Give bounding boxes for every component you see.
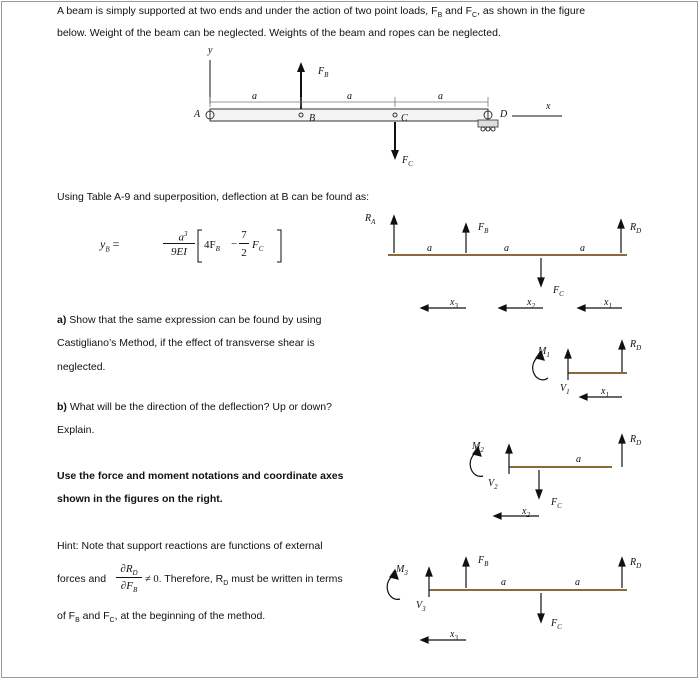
fbd4-x3-label: $x_3$ bbox=[450, 629, 458, 642]
span-label-1: a bbox=[252, 91, 257, 102]
formula-denominator: 9EI bbox=[171, 246, 187, 258]
fbd1-x3-label: $x_1$ bbox=[604, 297, 612, 310]
fbd4-rd-label: $R_D$ bbox=[630, 557, 642, 570]
hint-partial-num: $\partial R_D$ bbox=[120, 563, 138, 578]
fbd1-x2-label: $x_2$ bbox=[527, 297, 535, 310]
notations-line2: shown in the figures on the right. bbox=[57, 493, 223, 505]
fbd2-x1-label: $x_1$ bbox=[601, 386, 609, 399]
fbd3-a-label: a bbox=[576, 454, 581, 465]
point-d-label: D bbox=[500, 109, 508, 120]
formula-coef-den: 2 bbox=[241, 247, 247, 259]
fbd4-v3-label: $V_3$ bbox=[416, 600, 426, 613]
fbd3-m2-label: $M_2$ bbox=[472, 441, 484, 454]
y-axis-label: y bbox=[208, 45, 213, 56]
fbd4-fb-label: $F_B$ bbox=[478, 555, 489, 568]
fbd2-rd-label: $R_D$ bbox=[630, 339, 642, 352]
span-label-3: a bbox=[438, 91, 443, 102]
question-b-line2: Explain. bbox=[57, 424, 95, 436]
fbd2-m1-label: $M_1$ bbox=[538, 346, 550, 359]
point-b-label: B bbox=[309, 113, 316, 124]
formula-term2: $F_C$ bbox=[252, 239, 264, 254]
fbd1-fb-label: $F_B$ bbox=[478, 222, 489, 235]
formula-minus: − bbox=[231, 238, 238, 250]
fbd3-v2-label: $V_2$ bbox=[488, 478, 498, 491]
x-axis-label: x bbox=[546, 101, 551, 112]
fbd1-x1-label: $x_3$ bbox=[450, 297, 458, 310]
fbd4-a2-label: a bbox=[575, 577, 580, 588]
hint-line1: Hint: Note that support reactions are functions of external bbox=[57, 540, 323, 552]
hint-line3: of $F_B$ and $F_C$, at the beginning of the method. bbox=[57, 610, 266, 625]
question-a-line3: neglected. bbox=[57, 361, 106, 373]
formula-term1: $4F_B$ bbox=[204, 239, 220, 254]
fbd3-rd-label: $R_D$ bbox=[630, 434, 642, 447]
fbd1-a2-label: a bbox=[504, 243, 509, 254]
fbd4-m3-label: $M_3$ bbox=[396, 564, 408, 577]
fbd4-a1-label: a bbox=[501, 577, 506, 588]
intro-line-2: below. Weight of the beam can be neglected. Weights of the beam and ropes can be neglected. bbox=[57, 27, 501, 39]
fbd1-a1-label: a bbox=[427, 243, 432, 254]
table-a9-line: Using Table A-9 and superposition, deflection at B can be found as: bbox=[57, 191, 370, 203]
question-a-line1: a) Show that the same expression can be found by using bbox=[57, 314, 322, 326]
fb-label: $F_B$ bbox=[318, 66, 329, 79]
hint-partial-den: $\partial F_B$ bbox=[120, 580, 138, 595]
point-c-label: C bbox=[401, 113, 408, 124]
fc-label: $F_C$ bbox=[402, 155, 413, 168]
fbd4-fc-label: $F_C$ bbox=[551, 618, 562, 631]
question-a-line2: Castigliano’s Method, if the effect of transverse shear is bbox=[57, 337, 315, 349]
fbd1-fc-label: $F_C$ bbox=[553, 285, 564, 298]
span-label-2: a bbox=[347, 91, 352, 102]
fbd1-rd-label: $R_D$ bbox=[630, 222, 642, 235]
formula-coef-num: 7 bbox=[241, 229, 247, 241]
fbd2-v1-label: $V_1$ bbox=[560, 383, 570, 396]
fbd1-ra-label: $R_A$ bbox=[365, 213, 376, 226]
fbd3-x2-label: $x_2$ bbox=[522, 506, 530, 519]
intro-line-1: A beam is simply supported at two ends and under the action of two point loads, $F_B$ and $F_C$, as shown in the figure bbox=[57, 5, 586, 20]
fbd1-a3-label: a bbox=[580, 243, 585, 254]
formula-lhs: $y_B$ = bbox=[100, 237, 120, 254]
question-b-line1: b) What will be the direction of the deflection? Up or down? bbox=[57, 401, 332, 413]
notations-line1: Use the force and moment notations and coordinate axes bbox=[57, 470, 344, 482]
point-a-label: A bbox=[194, 109, 201, 120]
formula-numerator: $a^3$ bbox=[178, 230, 188, 244]
hint-forces-and: forces and bbox=[57, 573, 107, 585]
hint-line2-rest: ≠ 0. Therefore, $R_D$ must be written in terms bbox=[145, 573, 343, 588]
fbd3-fc-label: $F_C$ bbox=[551, 497, 562, 510]
